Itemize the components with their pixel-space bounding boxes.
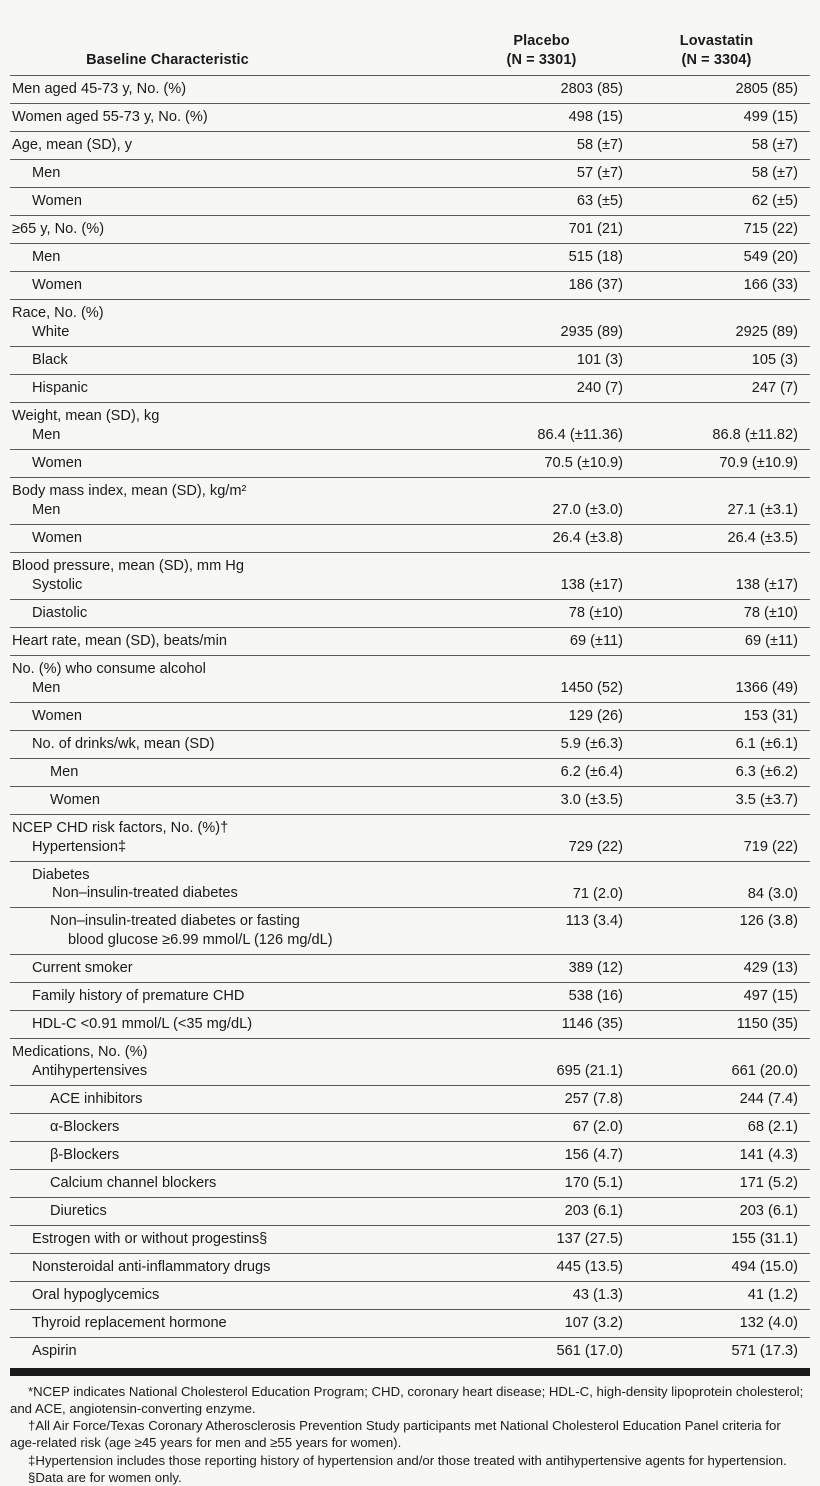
table-row [10,552,810,599]
row-label: β-Blockers [50,1147,120,1164]
row-label: Non–insulin-treated diabetes [52,885,238,902]
placebo-value: 86.4 (±11.36) [460,402,635,449]
row-label: Oral hypoglycemics [32,1287,160,1304]
row-label-cell [10,374,460,402]
table-row [10,402,810,449]
row-label: Hispanic [32,379,88,396]
lovastatin-value: 171 (5.2) [635,1170,810,1198]
row-label-cell [10,402,460,449]
table-row [10,132,810,160]
column-header-placebo [460,32,635,76]
row-label: Age, mean (SD), y [12,137,133,154]
row-label: ACE inhibitors [50,1091,143,1108]
lovastatin-value: 138 (±17) [635,552,810,599]
table-row [10,449,810,477]
table-row [10,730,810,758]
row-label: Systolic [32,576,83,593]
row-label: Estrogen with or without progestins§ [32,1231,268,1248]
placebo-value: 137 (27.5) [460,1226,635,1254]
row-label-cell [10,1114,460,1142]
row-label-cell [10,449,460,477]
lovastatin-value: 58 (±7) [635,160,810,188]
table-row [10,1254,810,1282]
row-label-cell [10,216,460,244]
row-label: Diastolic [32,604,88,621]
row-label-cell [10,244,460,272]
lovastatin-value: 429 (13) [635,955,810,983]
row-label-cell [10,524,460,552]
table-row [10,524,810,552]
lovastatin-n: (N = 3304) [681,52,752,69]
lovastatin-value: 6.3 (±6.2) [635,758,810,786]
row-label: Men [32,249,61,266]
placebo-value: 113 (3.4) [460,908,635,955]
row-label: Thyroid replacement hormone [32,1315,227,1332]
row-label: Diuretics [50,1203,107,1220]
lovastatin-value: 244 (7.4) [635,1086,810,1114]
lovastatin-value: 715 (22) [635,216,810,244]
lovastatin-value: 1150 (35) [635,1011,810,1039]
row-label-cell [10,655,460,702]
lovastatin-value: 70.9 (±10.9) [635,449,810,477]
row-label-cell [10,1011,460,1039]
placebo-value: 701 (21) [460,216,635,244]
placebo-value: 129 (26) [460,702,635,730]
placebo-value: 70.5 (±10.9) [460,449,635,477]
row-label-cell [10,188,460,216]
lovastatin-value: 203 (6.1) [635,1198,810,1226]
row-label-cell [10,1226,460,1254]
row-label: Nonsteroidal anti-inflammatory drugs [32,1259,271,1276]
lovastatin-value: 571 (17.3) [635,1338,810,1365]
lovastatin-value: 68 (2.1) [635,1114,810,1142]
row-label-cell [10,730,460,758]
row-label-cell [10,814,460,861]
table-row [10,599,810,627]
row-label: Antihypertensives [32,1063,148,1080]
table-row [10,76,810,104]
row-label-cell [10,272,460,300]
placebo-value: 1146 (35) [460,1011,635,1039]
lovastatin-value: 166 (33) [635,272,810,300]
row-label-cell [10,758,460,786]
placebo-value: 240 (7) [460,374,635,402]
row-label: Non–insulin-treated diabetes or fasting [50,913,300,930]
placebo-value: 6.2 (±6.4) [460,758,635,786]
lovastatin-value: 155 (31.1) [635,1226,810,1254]
placebo-value: 69 (±11) [460,627,635,655]
table-row [10,1086,810,1114]
lovastatin-value: 719 (22) [635,814,810,861]
row-label-cell [10,1086,460,1114]
table-row [10,1039,810,1086]
row-label-cell [10,552,460,599]
lovastatin-value: 247 (7) [635,374,810,402]
column-header-lovastatin [635,32,810,76]
header-row [10,32,810,76]
row-label: ≥65 y, No. (%) [12,221,105,238]
placebo-value: 445 (13.5) [460,1254,635,1282]
table-row [10,861,810,908]
lovastatin-value: 62 (±5) [635,188,810,216]
table-row [10,1114,810,1142]
table-row [10,188,810,216]
row-label-cell [10,1198,460,1226]
row-group-header: Blood pressure, mean (SD), mm Hg [12,557,244,574]
placebo-value: 538 (16) [460,983,635,1011]
placebo-value: 138 (±17) [460,552,635,599]
lovastatin-value: 132 (4.0) [635,1310,810,1338]
lovastatin-value: 41 (1.2) [635,1282,810,1310]
table-sheet [0,32,820,1485]
row-label-cell [10,1254,460,1282]
lovastatin-value: 499 (15) [635,104,810,132]
row-label: White [32,323,70,340]
lovastatin-value: 27.1 (±3.1) [635,477,810,524]
row-label: Women [32,277,83,294]
footnote: ‡Hypertension includes those reporting history of hypertension and/or those treated with antihypertensive agents for hypertension. [28,1452,787,1468]
table-row [10,1170,810,1198]
placebo-value: 107 (3.2) [460,1310,635,1338]
row-label: Men [50,763,79,780]
table-row [10,374,810,402]
row-label: Men aged 45-73 y, No. (%) [12,81,187,98]
footnote: *NCEP indicates National Cholesterol Education Program; CHD, coronary heart disease; HDL-C, high-density lipoprotein cholesterol; and ACE, angiotensin-converting enzyme. [10,1383,804,1417]
table-row [10,627,810,655]
table-row [10,160,810,188]
placebo-value: 498 (15) [460,104,635,132]
row-label-cell [10,477,460,524]
table-row [10,955,810,983]
row-label-cell [10,76,460,104]
placebo-value: 5.9 (±6.3) [460,730,635,758]
row-group-header: Diabetes [32,866,90,883]
row-label: Women [32,193,83,210]
placebo-value: 101 (3) [460,346,635,374]
lovastatin-name: Lovastatin [679,33,754,49]
table-row [10,1198,810,1226]
table-row [10,244,810,272]
row-group-header: Race, No. (%) [12,305,104,321]
lovastatin-value: 86.8 (±11.82) [635,402,810,449]
placebo-value: 26.4 (±3.8) [460,524,635,552]
lovastatin-value: 84 (3.0) [635,861,810,908]
table-row [10,758,810,786]
row-label-cell [10,786,460,814]
row-label: Men [32,165,61,182]
placebo-name: Placebo [513,33,570,49]
row-label: Women [50,791,101,808]
lovastatin-value: 105 (3) [635,346,810,374]
row-label-cell [10,104,460,132]
placebo-value: 63 (±5) [460,188,635,216]
row-label-cell [10,983,460,1011]
placebo-value: 156 (4.7) [460,1142,635,1170]
row-label-cell [10,132,460,160]
row-label: Men [32,501,61,518]
table-row [10,814,810,861]
placebo-value: 389 (12) [460,955,635,983]
placebo-value: 3.0 (±3.5) [460,786,635,814]
lovastatin-value: 78 (±10) [635,599,810,627]
footnote: §Data are for women only. [28,1469,182,1485]
row-label: Aspirin [32,1343,77,1359]
lovastatin-value: 6.1 (±6.1) [635,730,810,758]
placebo-value: 67 (2.0) [460,1114,635,1142]
row-label: Heart rate, mean (SD), beats/min [12,632,227,649]
placebo-value: 71 (2.0) [460,861,635,908]
lovastatin-value: 2925 (89) [635,300,810,347]
row-label-cell [10,1338,460,1365]
baseline-characteristics-table [10,32,810,1365]
row-label-continuation: blood glucose ≥6.99 mmol/L (126 mg/dL) [68,932,333,949]
row-label-cell [10,1282,460,1310]
row-label: Current smoker [32,960,133,977]
table-row [10,216,810,244]
row-label: α-Blockers [50,1119,120,1136]
lovastatin-value: 497 (15) [635,983,810,1011]
table-body [10,76,810,1365]
table-footnotes [10,1383,810,1486]
row-label: Black [32,351,68,368]
table-row [10,983,810,1011]
placebo-value: 729 (22) [460,814,635,861]
placebo-value: 170 (5.1) [460,1170,635,1198]
placebo-value: 695 (21.1) [460,1039,635,1086]
placebo-value: 2935 (89) [460,300,635,347]
table-row [10,272,810,300]
row-label: Men [32,426,61,443]
placebo-n: (N = 3301) [506,52,577,69]
placebo-value: 78 (±10) [460,599,635,627]
table-row [10,1011,810,1039]
lovastatin-value: 26.4 (±3.5) [635,524,810,552]
row-label-cell [10,160,460,188]
row-label: No. of drinks/wk, mean (SD) [32,735,215,752]
row-label-cell [10,346,460,374]
row-label-cell [10,300,460,347]
lovastatin-value: 494 (15.0) [635,1254,810,1282]
footnote: †All Air Force/Texas Coronary Atherosclerosis Prevention Study participants met National Cholesterol Education Panel criteria for age-related risk (age ≥45 years for men and ≥55 years for women). [10,1418,781,1451]
table-row [10,786,810,814]
table-row [10,1282,810,1310]
row-label: Calcium channel blockers [50,1175,217,1192]
table-row [10,1338,810,1365]
row-label-cell [10,1039,460,1086]
row-label: Hypertension‡ [32,838,127,855]
placebo-value: 186 (37) [460,272,635,300]
row-label-cell [10,627,460,655]
row-group-header: Medications, No. (%) [12,1044,148,1061]
row-label-cell [10,1170,460,1198]
row-label: Women [32,454,83,471]
row-label: Women [32,529,83,546]
table-row [10,104,810,132]
table-row [10,655,810,702]
lovastatin-value: 1366 (49) [635,655,810,702]
lovastatin-value: 141 (4.3) [635,1142,810,1170]
placebo-value: 257 (7.8) [460,1086,635,1114]
placebo-value: 2803 (85) [460,76,635,104]
row-label-cell [10,955,460,983]
placebo-value: 43 (1.3) [460,1282,635,1310]
placebo-value: 58 (±7) [460,132,635,160]
row-group-header: NCEP CHD risk factors, No. (%)† [12,819,229,836]
row-label-cell [10,599,460,627]
row-group-header: Body mass index, mean (SD), kg/m² [12,482,247,499]
table-row [10,1310,810,1338]
table-row [10,908,810,955]
table-row [10,1226,810,1254]
row-label: Women aged 55-73 y, No. (%) [12,109,208,126]
table-head [10,32,810,76]
table-row [10,346,810,374]
table-row [10,300,810,347]
row-label-cell [10,1142,460,1170]
row-label-cell [10,861,460,908]
column-header-characteristic: Baseline Characteristic [10,32,460,76]
lovastatin-value: 153 (31) [635,702,810,730]
table-row [10,702,810,730]
placebo-value: 561 (17.0) [460,1338,635,1365]
row-label: Women [32,707,83,724]
table-bottom-rule [10,1368,810,1376]
table-row [10,1142,810,1170]
placebo-value: 515 (18) [460,244,635,272]
placebo-value: 27.0 (±3.0) [460,477,635,524]
lovastatin-value: 2805 (85) [635,76,810,104]
row-group-header: Weight, mean (SD), kg [12,407,160,424]
row-label-cell [10,908,460,955]
lovastatin-value: 126 (3.8) [635,908,810,955]
row-label: HDL-C <0.91 mmol/L (<35 mg/dL) [32,1016,253,1033]
lovastatin-value: 3.5 (±3.7) [635,786,810,814]
row-label-cell [10,702,460,730]
row-label: Men [32,679,61,696]
placebo-value: 1450 (52) [460,655,635,702]
lovastatin-value: 661 (20.0) [635,1039,810,1086]
placebo-value: 57 (±7) [460,160,635,188]
row-label: Family history of premature CHD [32,988,245,1005]
lovastatin-value: 69 (±11) [635,627,810,655]
row-label-cell [10,1310,460,1338]
placebo-value: 203 (6.1) [460,1198,635,1226]
table-row [10,477,810,524]
row-group-header: No. (%) who consume alcohol [12,660,206,677]
lovastatin-value: 549 (20) [635,244,810,272]
lovastatin-value: 58 (±7) [635,132,810,160]
